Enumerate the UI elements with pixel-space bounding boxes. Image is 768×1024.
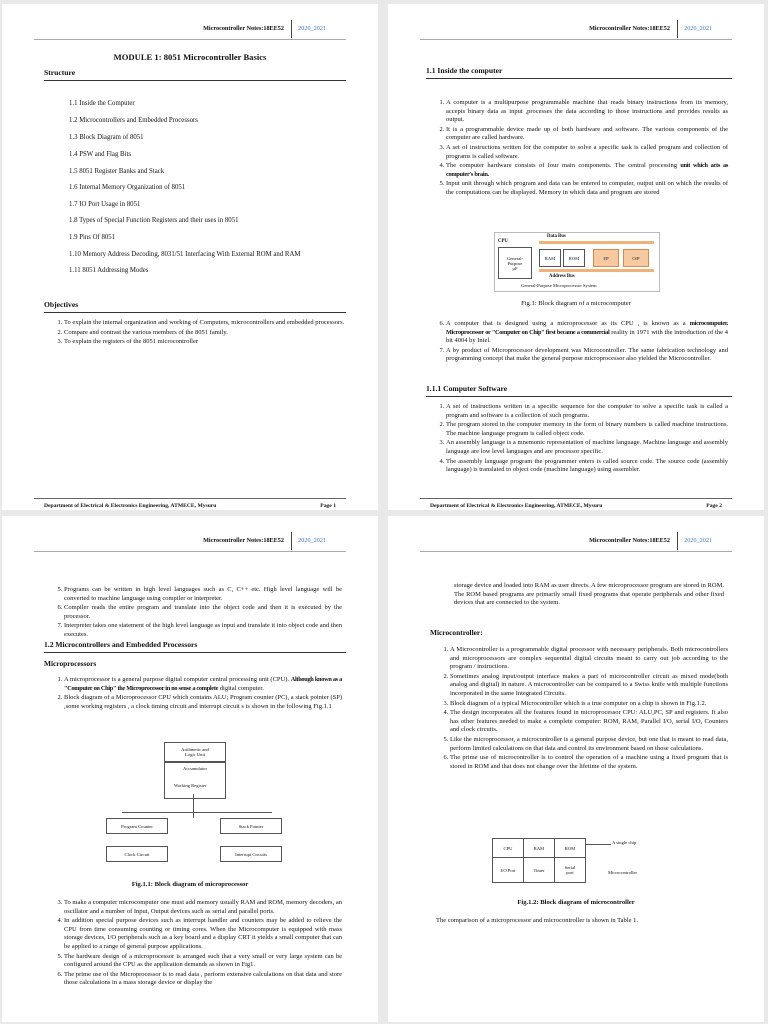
working-register-label: Working Register xyxy=(174,783,207,788)
header-year: 2020_2021 xyxy=(684,537,712,544)
rom-block: ROM xyxy=(554,838,586,858)
cpu-block: General- Purpose µP xyxy=(498,247,532,279)
figure-caption: Fig.1.2: Block diagram of microcontroller xyxy=(517,899,635,906)
toc-item: 1.11 8051 Addressing Modes xyxy=(69,267,149,274)
microcontroller-diagram xyxy=(492,838,692,890)
sub-heading: Microprocessors xyxy=(44,659,97,668)
toc-item: 1.1 Inside the Computer xyxy=(69,100,135,107)
header-title: Microcontroller Notes:18EE52 xyxy=(203,537,284,544)
objectives-heading: Objectives xyxy=(44,300,346,313)
page-number: Page 2 xyxy=(706,503,722,509)
cpu-block: CPU xyxy=(492,838,524,858)
section-heading: 1.2 Microcontrollers and Embedded Processors xyxy=(44,640,346,653)
toc-item: 1.10 Memory Address Decoding, 8031/51 Interfacing With External ROM and RAM xyxy=(69,251,301,258)
page-1 xyxy=(2,4,378,510)
program-counter-block: Program Counter xyxy=(106,818,168,834)
page-header xyxy=(34,532,346,550)
single-chip-label: A single chip xyxy=(612,840,637,845)
paragraph: The comparison of a microprocessor and microcontroller is shown in Table 1. xyxy=(436,917,638,924)
toc-item: 1.6 Internal Memory Organization of 8051 xyxy=(69,184,186,191)
input-block: I/P xyxy=(593,249,619,267)
toc-item: 1.2 Microcontrollers and Embedded Processors xyxy=(69,117,198,124)
output-block: O/P xyxy=(623,249,649,267)
stack-pointer-block: Stack Pointer xyxy=(220,818,282,834)
header-title: Microcontroller Notes:18EE52 xyxy=(589,537,670,544)
toc-item: 1.5 8051 Register Banks and Stack xyxy=(69,168,165,175)
structure-heading: Structure xyxy=(44,68,346,81)
section-heading: 1.1.1 Computer Software xyxy=(426,384,732,397)
alu-block: Arithmetic and Logic Unit xyxy=(164,742,226,762)
module-title: MODULE 1: 8051 Microcontroller Basics xyxy=(113,52,267,62)
header-year: 2020_2021 xyxy=(684,25,712,32)
accumulator-block: Accumulator xyxy=(164,762,226,799)
io-port-block: I/O Port xyxy=(492,857,524,883)
section-heading: 1.1 Inside the computer xyxy=(426,66,732,79)
section-list: 1. A computer is a multipurpose programmable machine that reads binary instructions from its memory, accepts binary data as input ,processes the data according to those instructions and provides results as output. 2. It is a programmable device made up of both hardware and software. The various components of the computer are called hardware. 3. A set of instructions written for the computer to solve a specific task is called program and collection of programs is called software. 4. The computer hardware consists of four main components. The central processing unit which acts as computer's brain. 5. Input unit through which program and data can be entered to computer, output unit on which the results of the computations can be displayed. Memory in which data and program are stored xyxy=(426,99,728,199)
figure-caption: Fig.1.1: Block diagram of microprocessor xyxy=(131,881,249,888)
page-header xyxy=(420,20,732,38)
sub-heading: Microcontroller: xyxy=(430,628,483,637)
microcontroller-list: 1. A Microcontroller is a programmable digital processor with necessary peripherals. Both microcontrollers and microprocessors are complex sequential digital circuits meant to carry out job according to the program / instructions. 2. Sometimes analog input/output interface makes a part of microcontroller circuit as mixed mode(both analog and digital) in nature. A microcontroller can be compared to a Swiss knife with multiple functions incorporated in the same Integrated Circuits. 3. Block diagram of a typical Microcontroller which is a true computer on a chip is shown in Fig.1.2. 4. The design incorporates all the features found in microprocessor CPU: ALU,PC, SP and registers. It also has other features needed to make a complete computer: ROM, RAM, Parallel I/O, serial I/O, Counters and clock circuits. 5. Like the microprocessor, a microcontroller is a general purpose device, but one that is meant to read data, perform limited calculations on that data and control its environment based on those calculations. 6. The prime use of microcontroller is to control the operation of a machine using a fixed program that is stored in ROM and that does not change over the lifetime of the system. xyxy=(430,646,728,772)
paragraph: storage device and loaded into RAM as user directs. A few microprocessor program are stored in ROM. The ROM based programs are primarily small fixed programs that operate peripherals and other fixed devices that are connected to the system. xyxy=(454,582,724,607)
interrupt-circuits-block: Interrupt Circuits xyxy=(220,846,282,862)
page-4 xyxy=(388,516,764,1022)
figure-caption: Fig.1: Block diagram of a microcomputer xyxy=(521,300,631,307)
page-2: Microcontroller Notes:18EE52 2020_2021 1.1 Inside the computer 1. A computer is a multipurpose programmable machine that reads binary instructions from its memory, accepts binary data as input ,processes the data according to those instructions and provides results as output. 2. It is a programmable device made up of both hardware and software. The various components of the computer are called hardware. 3. A set of instructions written for the computer to solve a specific task is called program and collection of programs is called software. 4. The computer hardware consists of four main components. The central processing unit which acts as computer's brain. 5. Input unit through which program and data can be entered to computer, output unit on which the results of the computations can be displayed. Memory in which data and program are stored Data Bus CPU General- Purpose µP RAM ROM I/P O/P Address Bus General-Purpose Microprocessor System Fig.1: Block diagram of a microcomputer 6. A computer that is designed using a microprocessor as its CPU , is known as a microcomputer. Microprocessor or "Computer on Chip" first became a commercial reality in 1971 with the introduction of the 4 bit 4004 by Intel. 7. A by product of Microprocessor development was Microcontroller. The same fabrication technology and programming concept that make the general purpose microprocessor also yielded the Microcontroller. 1.1.1 Computer Software 1. A set of instructions written in a specific sequence for the computer to solve a specific task is called a program and software is a collection of such programs. 2. The program stored in the computer memory in the form of binary numbers is called machine instructions. The machine language program is called object code. 3. An assembly language is a mnemonic representation of machine language. Machine language and assembly language are low level languages and are processor specific. 4. The assembly language program the programmer enters is called source code. The source code (assembly language) is translated to object code (machine language) using assembler. Department of Electrical & Electronics Engineering, ATMECE, Mysuru Page 2 xyxy=(388,4,764,510)
ram-block: RAM xyxy=(523,838,555,858)
page-footer: Department of Electrical & Electronics Engineering, ATMECE, Mysuru Page 1 xyxy=(34,498,346,499)
page-header xyxy=(34,20,346,38)
microcomputer-diagram: Data Bus CPU General- Purpose µP RAM ROM I/P O/P Address Bus General-Purpose Microprocessor System xyxy=(494,232,660,292)
microprocessor-diagram xyxy=(102,742,288,872)
software-list: 1. A set of instructions written in a specific sequence for the computer to solve a specific task is called a program and software is a collection of such programs. 2. The program stored in the computer memory in the form of binary numbers is called machine instructions. The machine language program is called object code. 3. An assembly language is a mnemonic representation of machine language. Machine language and assembly language are low level languages and are processor specific. 4. The assembly language program the programmer enters is called source code. The source code (assembly language) is translated to object code (machine language) using assembler. xyxy=(426,403,728,476)
ram-block: RAM xyxy=(539,249,561,267)
header-year: 2020_2021 xyxy=(298,25,326,32)
toc-item: 1.8 Types of Special Function Registers and their uses in 8051 xyxy=(69,217,239,224)
toc-item: 1.7 IO Port Usage in 8051 xyxy=(69,201,141,208)
header-title: Microcontroller Notes:18EE52 xyxy=(589,25,670,32)
header-year: 2020_2021 xyxy=(298,537,326,544)
page-header xyxy=(420,532,732,550)
serial-port-block: Serial port xyxy=(554,857,586,883)
microcontroller-label: Microcontroller xyxy=(608,870,638,875)
objectives-list: 1. To explain the internal organization and working of Computers, microcontrollers and embedded processors. 2. Compare and contrast the various members of the 8051 family. 3. To explain the registers of the 8051 microcontroller xyxy=(44,319,346,348)
toc-item: 1.4 PSW and Flag Bits xyxy=(69,151,131,158)
toc-item: 1.9 Pins Of 8051 xyxy=(69,234,116,241)
page-3: Microcontroller Notes:18EE52 2020_2021 5. Programs can be written in high level languages such as C, C++ etc. High level language will be converted to machine language using compiler or interpreter. 6. Compiler reads the entire program and translate into the object code and then it is executed by the processor. 7. Interpreter takes one statement of the high level language as input and translate it into object code and then executes. 1.2 Microcontrollers and Embedded Processors Microprocessors 1. A microprocessor is a general purpose digital computer central processing unit (CPU). Although known as a "Computer on Chip" the Microprocessor in no sense a complete digital computer. 2. Block diagram of a Microprocessor CPU which contains ALU; Program counter (PC), a stack pointer (SP) ,some working registers , a clock timing circuit and interrupt circuit s is shown in the following Fig.1.1 Arithmetic and Logic Unit Accumulator Working Register Program Counter Stack Pointer Clock Circuit Interrupt Circuits Fig.1.1: Block diagram of microprocessor 3. To make a computer microcomputer one must add memory usually RAM and ROM, memory decoders, an oscillator and a number of Input, Output devices such as serial and parallel ports. 4. In addition special purpose devices such as interrupt handler and counters may be added to relieve the CPU from time consuming counting or timing cores. When the Microcomputer is equipped with mass storage devices, I/O peripherals such as a key board and a display CRT it yields a small computer that can be applied to a range of general purpose applications. 5. The hardware design of a microprocessor is arranged such that a very small or very large system can be configured around the CPU as the application demands as shown in Fig1. 6. The prime use of the Microprocessor is to read data , perform extensive calculations on that data and store those calculations in a mass storage device or display the xyxy=(2,516,378,1022)
toc-item: 1.3 Block Diagram of 8051 xyxy=(69,134,144,141)
clock-circuit-block: Clock Circuit xyxy=(106,846,168,862)
timer-block: Timer xyxy=(523,857,555,883)
header-title: Microcontroller Notes:18EE52 xyxy=(203,25,284,32)
rom-block: ROM xyxy=(563,249,585,267)
page-footer: Department of Electrical & Electronics Engineering, ATMECE, Mysuru Page 2 xyxy=(420,498,732,499)
page-number: Page 1 xyxy=(320,503,336,509)
